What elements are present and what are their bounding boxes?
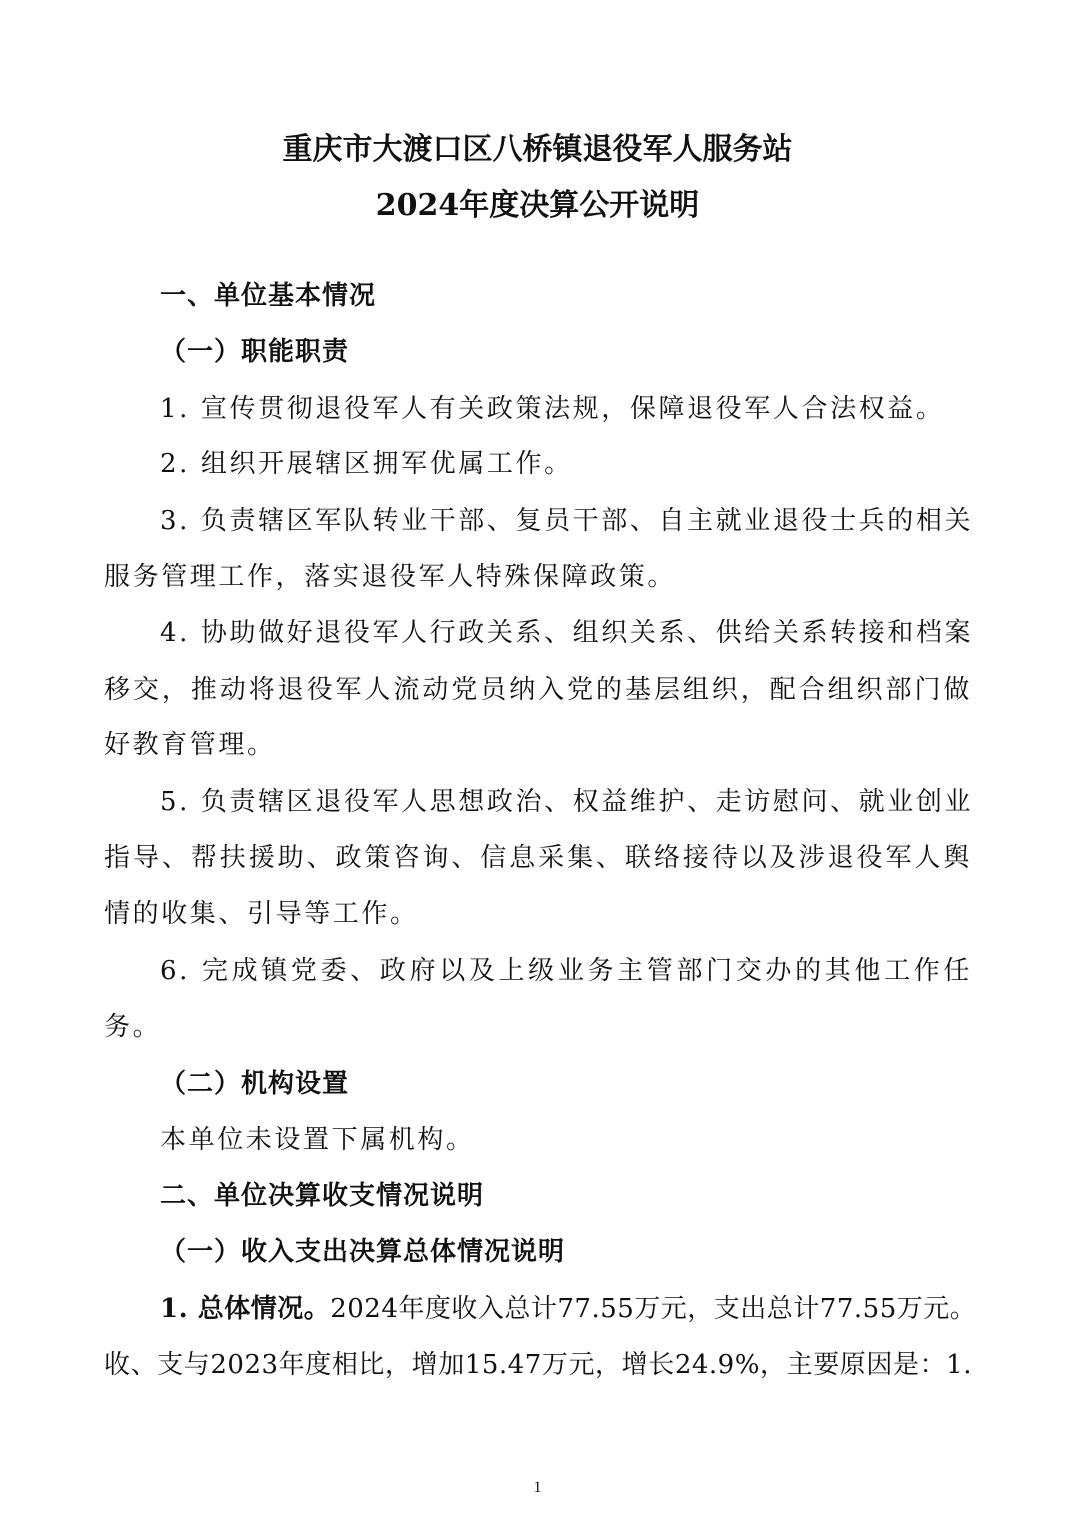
duty-item-6-line2: 务。 — [104, 1012, 162, 1042]
overall-paragraph-line1 — [160, 1291, 977, 1327]
duty-item-5-line3: 情的收集、引导等工作。 — [104, 899, 419, 929]
sub1-heading: （一）职能职责 — [160, 337, 350, 367]
sub3-heading: （一）收入支出决算总体情况说明 — [160, 1237, 566, 1267]
duty-item-4-line1: 4. 协助做好退役军人行政关系、组织关系、供给关系转接和档案 — [160, 618, 974, 648]
duty-item-5-line2: 指导、帮扶援助、政策咨询、信息采集、联络接待以及涉退役军人舆 — [104, 843, 972, 873]
duty-item-6-line1: 6. 完成镇党委、政府以及上级业务主管部门交办的其他工作任 — [160, 956, 972, 986]
duty-item-3-line1: 3. 负责辖区军队转业干部、复员干部、自主就业退役士兵的相关 — [160, 506, 974, 536]
duty-item-2: 2. 组织开展辖区拥军优属工作。 — [160, 449, 573, 479]
page-number: 1 — [533, 1479, 542, 1496]
overall-label: 1. 总体情况。 — [160, 1294, 331, 1324]
document-title-line1: 重庆市大渡口区八桥镇退役军人服务站 — [282, 132, 793, 167]
sub2-heading: （二）机构设置 — [160, 1069, 350, 1099]
duty-item-5-line1: 5. 负责辖区退役军人思想政治、权益维护、走访慰问、就业创业 — [160, 787, 974, 817]
overall-text: 2024年度收入总计77.55万元，支出总计77.55万元。 — [330, 1294, 977, 1324]
document-title-line2: 2024年度决算公开说明 — [375, 188, 700, 223]
duty-item-1: 1. 宣传贯彻退役军人有关政策法规，保障退役军人合法权益。 — [160, 394, 945, 424]
section2-heading: 二、单位决算收支情况说明 — [160, 1181, 485, 1211]
section1-heading: 一、单位基本情况 — [160, 281, 377, 311]
duty-item-3-line2: 服务管理工作，落实退役军人特殊保障政策。 — [104, 562, 677, 592]
org-text: 本单位未设置下属机构。 — [160, 1125, 475, 1155]
duty-item-4-line2: 移交，推动将退役军人流动党员纳入党的基层组织，配合组织部门做 — [104, 675, 972, 705]
duty-item-4-line3: 好教育管理。 — [104, 730, 276, 760]
overall-paragraph-line2: 收、支与2023年度相比，增加15.47万元，增长24.9%，主要原因是：1. — [104, 1350, 972, 1380]
